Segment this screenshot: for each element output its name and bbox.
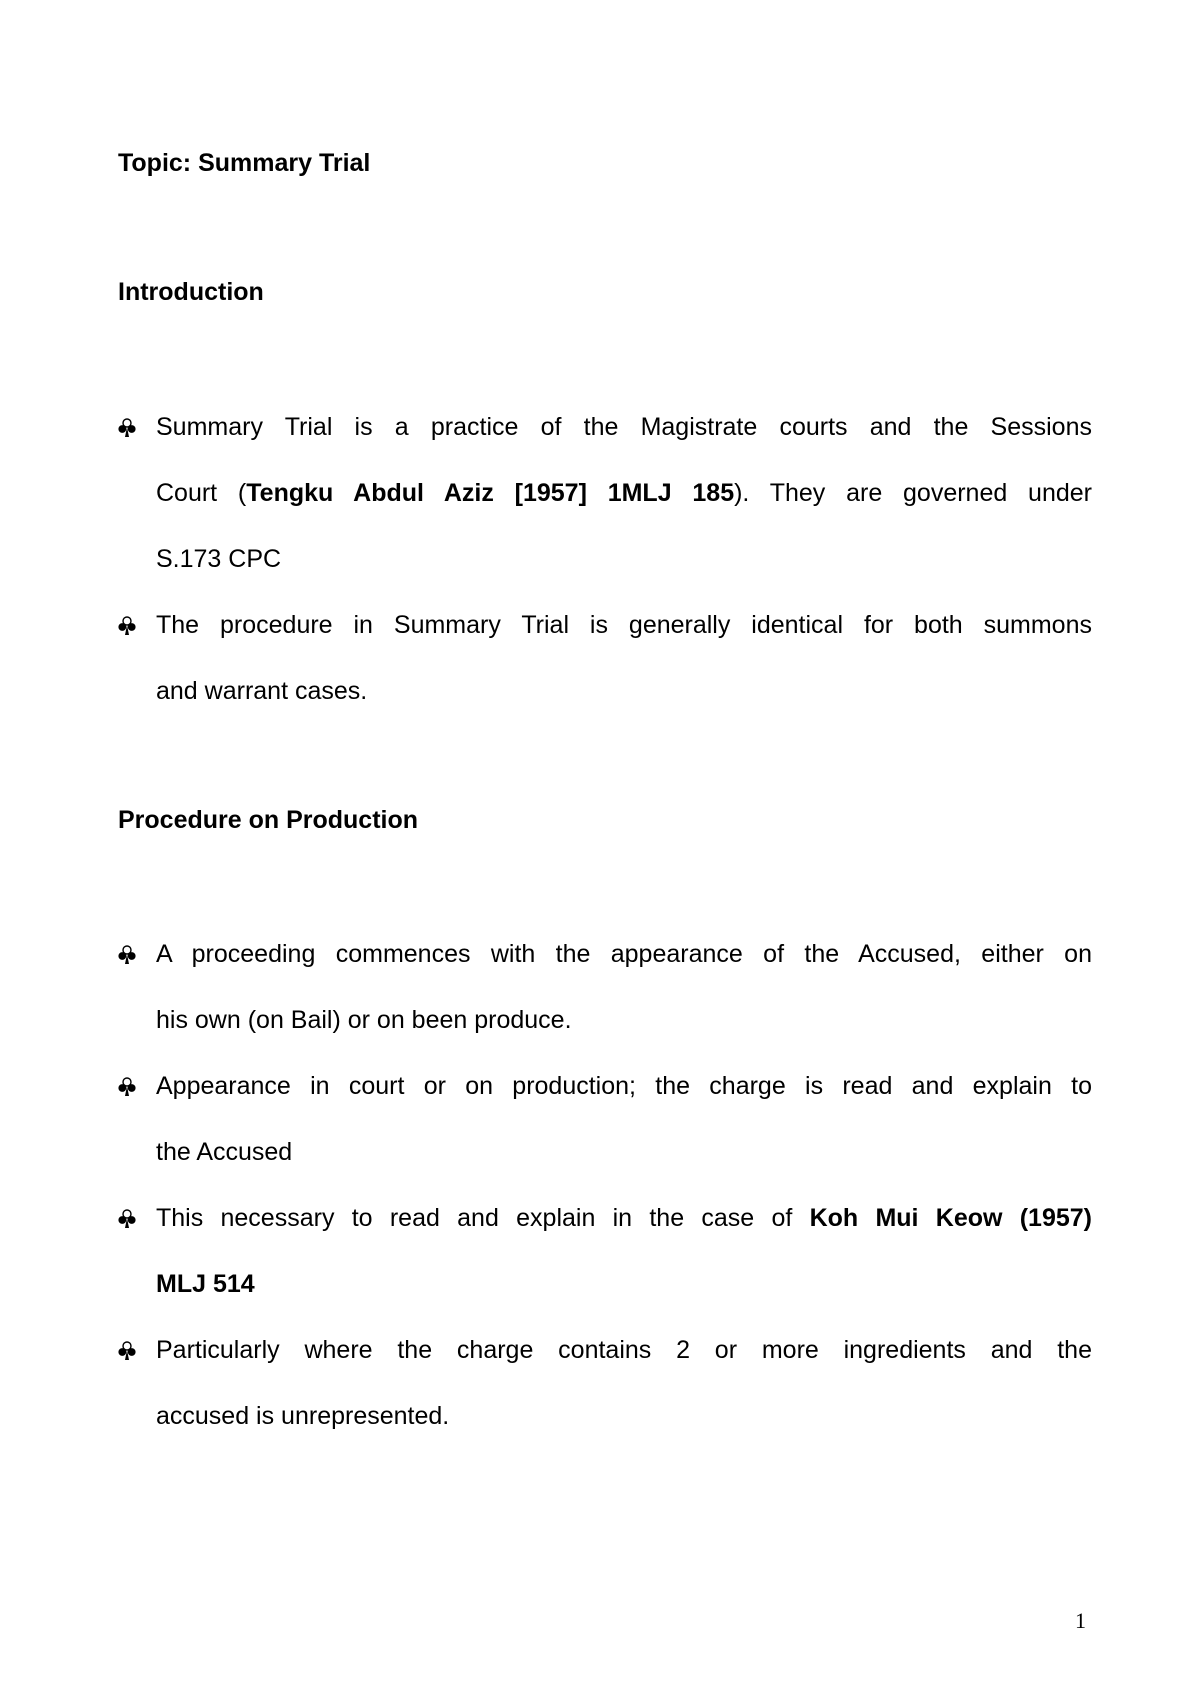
bullet-line [156,987,1092,1053]
bullet-line [156,592,1092,658]
text-run: Summary Trial is a practice of the Magistrate courts and the Sessions [156,413,1092,441]
topic-title: Topic: Summary Trial [118,149,371,177]
text-run: This necessary to read and explain in the case of [156,1204,810,1232]
bullet-line [156,526,1092,592]
bullet-line [156,394,1092,460]
bullet-text [156,921,1092,1053]
text-run: Court ( [156,479,247,507]
bullet-line [156,1317,1092,1383]
bold-citation: Tengku Abdul Aziz [1957] 1MLJ 185 [246,479,735,507]
bullet-line [156,1053,1092,1119]
text-run: The procedure in Summary Trial is generally identical for both summons [156,611,1092,639]
bullet-line [156,1383,1092,1449]
club-suit-icon [118,945,136,965]
section-heading-procedure-on-production: Procedure on Production [118,806,419,834]
bullet-line [156,921,1092,987]
bullet-line [156,658,1092,724]
bullet-line [156,460,1092,526]
text-run: the Accused [156,1138,293,1166]
bold-citation: Koh Mui Keow (1957) [809,1204,1092,1232]
text-run: ). They are governed under [734,479,1092,507]
text-run: his own (on Bail) or on been produce. [156,1006,572,1034]
text-run: A proceeding commences with the appearance of the Accused, either on [156,940,1092,968]
bullet-text [156,1185,1092,1317]
bold-citation: MLJ 514 [156,1270,255,1298]
text-run: Appearance in court or on production; the charge is read and explain to [156,1072,1092,1100]
club-suit-icon [118,1341,136,1361]
text-run: Particularly where the charge contains 2 or more ingredients and the [156,1336,1092,1364]
bullet-text [156,1317,1092,1449]
bullet-line [156,1185,1092,1251]
bullet-text [156,592,1092,724]
text-run: S.173 CPC [156,545,282,573]
bullet-line [156,1119,1092,1185]
club-suit-icon [118,616,136,636]
club-suit-icon [118,1209,136,1229]
club-suit-icon [118,1077,136,1097]
section-heading-introduction: Introduction [118,278,264,306]
page-number: 1 [1075,1608,1086,1633]
club-suit-icon [118,418,136,438]
bullet-line [156,1251,1092,1317]
bullet-text [156,1053,1092,1185]
bullet-text [156,394,1092,592]
text-run: and warrant cases. [156,677,368,705]
text-run: accused is unrepresented. [156,1402,450,1430]
